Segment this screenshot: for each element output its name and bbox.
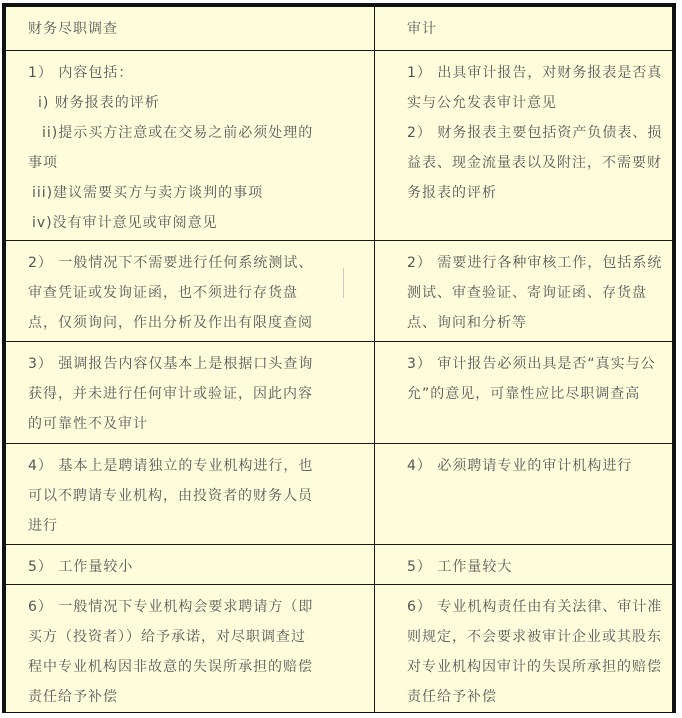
cell-line: 4） 基本上是聘请独立的专业机构进行，也 bbox=[28, 457, 314, 474]
row-5-right-cell bbox=[375, 544, 673, 584]
row-2-left-cell bbox=[6, 240, 375, 341]
table-row bbox=[6, 240, 672, 341]
row-2-right-cell bbox=[375, 240, 673, 341]
row-6-right-cell bbox=[375, 584, 673, 712]
due-diligence-vs-audit-table bbox=[6, 7, 672, 712]
header-cell-audit: 审计 bbox=[375, 7, 673, 50]
table-header-row bbox=[6, 7, 672, 50]
cell-line: 2） 需要进行各种审核工作，包括系统 bbox=[407, 254, 663, 271]
cell-line: 点，仅须询问，作出分析及作出有限度查阅 bbox=[28, 314, 313, 331]
comparison-table-container bbox=[2, 3, 676, 713]
cell-line: 益表、现金流量表以及附注，不需要财 bbox=[407, 154, 662, 171]
cell-line: 进行 bbox=[28, 517, 58, 534]
cell-line: 获得，并未进行任何审计或验证，因此内容 bbox=[28, 385, 313, 402]
cell-line: iv)没有审计意见或审阅意见 bbox=[32, 214, 218, 231]
cell-line: 5） 工作量较大 bbox=[407, 558, 513, 575]
row-6-left-cell bbox=[6, 584, 375, 712]
cell-line: 6） 一般情况下专业机构会要求聘请方（即 bbox=[28, 598, 314, 615]
text-cursor-mark bbox=[343, 268, 344, 298]
cell-line: 责任给予补偿 bbox=[407, 688, 497, 705]
row-4-right-cell bbox=[375, 443, 673, 544]
header-cell-due-diligence: 财务尽职调查 bbox=[6, 7, 375, 50]
cell-line: 实与公允发表审计意见 bbox=[407, 94, 557, 111]
cell-line: 3） 审计报告必须出具是否“真实与公 bbox=[407, 355, 656, 372]
row-4-left-cell bbox=[6, 443, 375, 544]
table-row bbox=[6, 584, 672, 712]
row-1-left-cell bbox=[6, 50, 375, 240]
cell-line: 5） 工作量较小 bbox=[28, 558, 134, 575]
cell-line: 点、询问和分析等 bbox=[407, 314, 527, 331]
row-3-left-cell bbox=[6, 341, 375, 443]
cell-line: 3） 强调报告内容仅基本上是根据口头查询 bbox=[28, 355, 314, 372]
table-row bbox=[6, 443, 672, 544]
cell-line: 的可靠性不及审计 bbox=[28, 415, 148, 432]
table-row bbox=[6, 341, 672, 443]
cell-line: i) 财务报表的评析 bbox=[38, 94, 160, 111]
cell-line: 务报表的评析 bbox=[407, 184, 497, 201]
cell-line: 4） 必须聘请专业的审计机构进行 bbox=[407, 457, 633, 474]
cell-line: 允”的意见，可靠性应比尽职调查高 bbox=[407, 385, 641, 402]
cell-line: 2） 一般情况下不需要进行任何系统测试、 bbox=[28, 254, 314, 271]
cell-line: iii)建议需要买方与卖方谈判的事项 bbox=[32, 184, 264, 201]
cell-line: 责任给予补偿 bbox=[28, 688, 118, 705]
cell-line: 测试、审查验证、寄询证函、存货盘 bbox=[407, 284, 647, 301]
cell-line: ii)提示买方注意或在交易之前必须处理的 bbox=[42, 124, 314, 141]
cell-line: 2） 财务报表主要包括资产负债表、损 bbox=[407, 124, 663, 141]
cell-line: 6） 专业机构责任由有关法律、审计准 bbox=[407, 598, 663, 615]
row-5-left-cell bbox=[6, 544, 375, 584]
row-3-right-cell bbox=[375, 341, 673, 443]
cell-line: 1） 内容包括： bbox=[28, 64, 134, 81]
cell-line: 1） 出具审计报告，对财务报表是否真 bbox=[407, 64, 663, 81]
cell-line: 事项 bbox=[28, 154, 58, 171]
cell-line: 程中专业机构因非故意的失误所承担的赔偿 bbox=[28, 658, 313, 675]
cell-line: 审查凭证或发询证函，也不须进行存货盘 bbox=[28, 284, 298, 301]
cell-line: 则规定，不会要求被审计企业或其股东 bbox=[407, 628, 662, 645]
cell-line: 对专业机构因审计的失误所承担的赔偿 bbox=[407, 658, 662, 675]
row-1-right-cell bbox=[375, 50, 673, 240]
cell-line: 可以不聘请专业机构，由投资者的财务人员 bbox=[28, 487, 313, 504]
table-row bbox=[6, 50, 672, 240]
table-row bbox=[6, 544, 672, 584]
cell-line: 买方（投资者））给予承诺，对尽职调查过 bbox=[28, 628, 306, 645]
